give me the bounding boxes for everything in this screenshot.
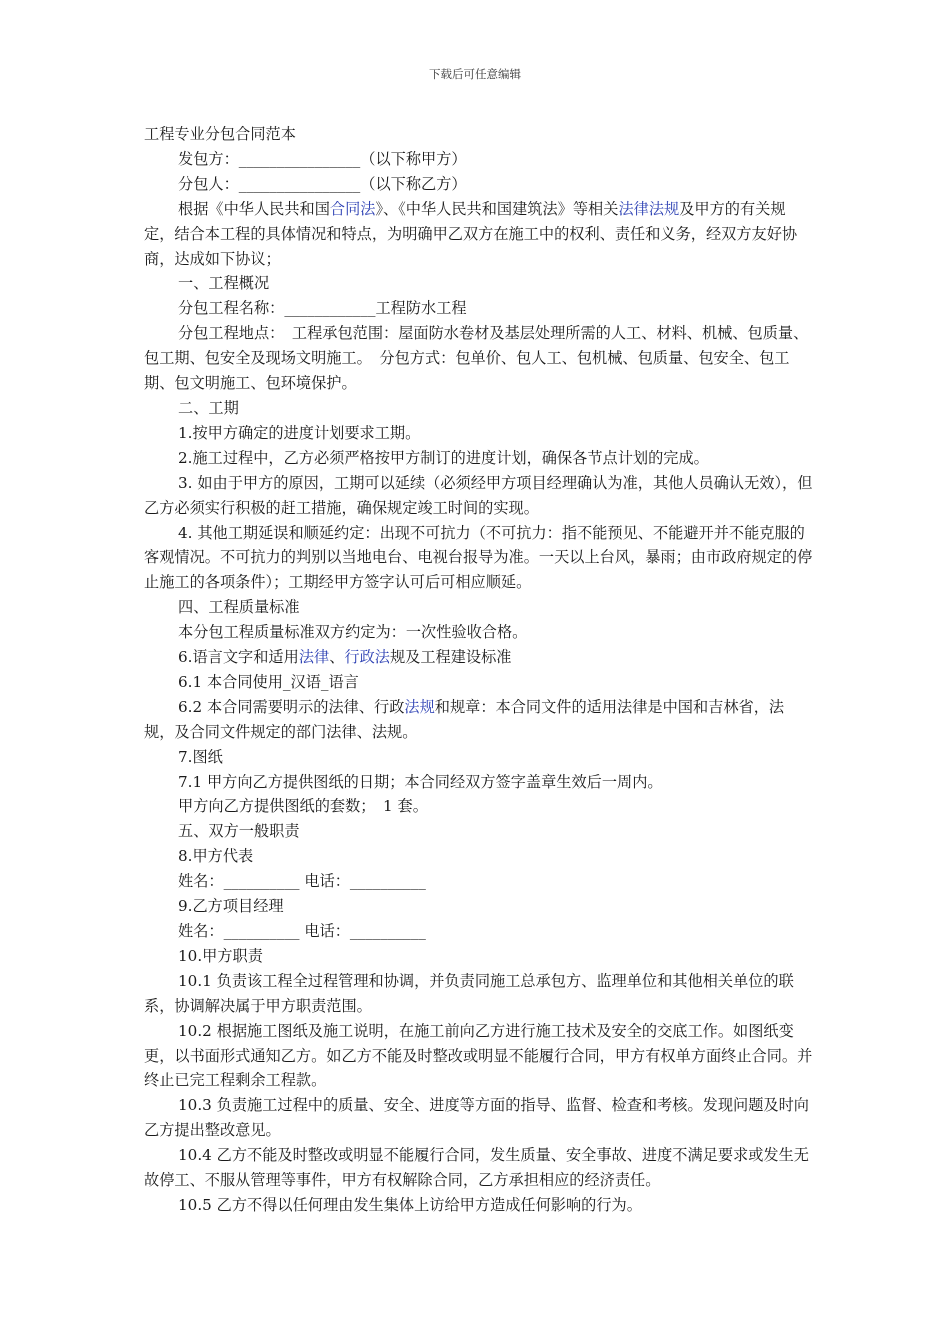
paragraph-text: 》、《中华人民共和国建筑法》等相关 — [375, 199, 619, 218]
paragraph-text: 分包工程地点： 工程承包范围：屋面防水卷材及基层处理所需的人工、材料、机械、包质量、包工期、包安全及现场文明施工。 分包方式：包单价、包人工、包机械、包质量、包安全、包工期、包文明施工、包环境保护。 — [144, 324, 809, 393]
paragraph-text: 规及工程建设标准 — [389, 648, 512, 667]
paragraph — [144, 421, 814, 446]
document-title: 工程专业分包合同范本 — [144, 125, 296, 143]
paragraph-text: 6.语言文字和适用 — [178, 648, 299, 667]
paragraph — [144, 869, 814, 894]
paragraph-text: 分包人：________________（以下称乙方） — [178, 174, 467, 193]
paragraph — [144, 770, 814, 795]
paragraph-text: 3. 如由于甲方的原因，工期可以延续（必须经甲方项目经理确认为准，其他人员确认无效），但乙方必须实行积极的赶工措施，确保规定竣工时间的实现。 — [144, 473, 813, 517]
paragraph — [144, 695, 814, 745]
paragraph — [144, 595, 814, 620]
paragraph — [144, 645, 814, 670]
paragraph-text: 姓名：__________ 电话：__________ — [178, 922, 426, 940]
link-text[interactable]: 行政法 — [344, 648, 390, 667]
paragraph — [144, 620, 814, 645]
paragraph — [144, 745, 814, 770]
paragraph — [144, 1143, 814, 1193]
paragraph-text: 8.甲方代表 — [178, 847, 254, 866]
paragraph-text: 和规章：本合同文件的适用法律是中国和吉林省，法规，及合同文件规定的部门法律、法规。 — [144, 697, 785, 741]
paragraph — [144, 969, 814, 1019]
paragraph-text: 姓名：__________ 电话：__________ — [178, 872, 426, 891]
paragraph-text: 10.3 负责施工过程中的质量、安全、进度等方面的指导、监督、检查和考核。发现问题及时向乙方提出整改意见。 — [144, 1096, 809, 1140]
paragraph — [144, 197, 814, 272]
paragraph-text: 发包方：________________（以下称甲方） — [178, 149, 467, 168]
paragraph — [144, 172, 814, 197]
paragraph — [144, 1019, 814, 1094]
paragraph — [144, 147, 814, 172]
paragraph-text: 10.2 根据施工图纸及施工说明，在施工前向乙方进行施工技术及安全的交底工作。如图纸变更，以书面形式通知乙方。如乙方不能及时整改或明显不能履行合同，甲方有权单方面终止合同。并终止已完工程剩余工程款。 — [144, 1021, 813, 1090]
paragraph — [144, 944, 814, 969]
paragraph — [144, 794, 814, 819]
paragraph — [144, 844, 814, 869]
paragraph — [144, 296, 814, 321]
paragraph — [144, 321, 814, 396]
paragraph-text: 1.按甲方确定的进度计划要求工期。 — [178, 423, 421, 442]
paragraph-text: 二、工期 — [178, 398, 239, 417]
paragraph-text: 10.1 负责该工程全过程管理和协调，并负责同施工总承包方、监理单位和其他相关单位的联系，协调解决属于甲方职责范围。 — [144, 971, 794, 1015]
paragraph — [144, 894, 814, 919]
paragraph-text: 及甲方的有关规定，结合本工程的具体情况和特点，为明确甲乙双方在施工中的权利、责任和义务，经双方友好协商，达成如下协议； — [144, 199, 798, 268]
paragraph-text: 7.图纸 — [178, 747, 223, 766]
paragraph — [144, 819, 814, 844]
paragraph-text: 四、工程质量标准 — [178, 598, 300, 617]
paragraph — [144, 446, 814, 471]
document-body — [144, 122, 814, 1218]
link-text[interactable]: 法规 — [404, 697, 435, 716]
paragraph-text: 一、工程概况 — [178, 274, 270, 293]
paragraph-text: 甲方向乙方提供图纸的套数； 1 套。 — [178, 797, 428, 816]
paragraph — [144, 471, 814, 521]
paragraph — [144, 271, 814, 296]
link-text[interactable]: 法律法规 — [618, 199, 680, 218]
paragraph-text: 6.2 本合同需要明示的法律、行政 — [178, 697, 405, 716]
paragraph-text: 分包工程名称：____________工程防水工程 — [178, 299, 467, 318]
paragraph-text: 根据《中华人民共和国 — [178, 199, 330, 218]
paragraph — [144, 396, 814, 421]
paragraph-text: 9.乙方项目经理 — [178, 897, 284, 916]
paragraph-text: 五、双方一般职责 — [178, 822, 300, 841]
paragraph-text: 7.1 甲方向乙方提供图纸的日期；本合同经双方签字盖章生效后一周内。 — [178, 772, 663, 791]
paragraph-text: 4. 其他工期延误和顺延约定：出现不可抗力（不可抗力：指不能预见、不能避开并不能克服的客观情况。不可抗力的判别以当地电台、电视台报导为准。一天以上台风，暴雨；由市政府规定的停止施工的各项条件）；工期经甲方签字认可后可相应顺延。 — [144, 523, 813, 592]
link-text[interactable]: 法律 — [298, 648, 330, 667]
paragraph — [144, 1193, 814, 1218]
paragraph — [144, 670, 814, 695]
link-text[interactable]: 合同法 — [329, 199, 376, 218]
paragraph-text: 本分包工程质量标准双方约定为：一次性验收合格。 — [178, 623, 528, 642]
paragraph-text: 10.4 乙方不能及时整改或明显不能履行合同，发生质量、安全事故、进度不满足要求或发生无故停工、不服从管理等事件，甲方有权解除合同，乙方承担相应的经济责任。 — [144, 1146, 809, 1190]
paragraph-text: 、 — [329, 648, 345, 667]
paragraph — [144, 1093, 814, 1143]
paragraph-text: 6.1 本合同使用_汉语_语言 — [178, 672, 359, 691]
paragraph — [144, 521, 814, 596]
paragraph-text: 10.5 乙方不得以任何理由发生集体上访给甲方造成任何影响的行为。 — [178, 1195, 642, 1214]
page-header: 下载后可任意编辑 — [429, 67, 521, 81]
paragraph — [144, 919, 814, 944]
paragraph-text: 2.施工过程中，乙方必须严格按甲方制订的进度计划，确保各节点计划的完成。 — [178, 448, 709, 467]
paragraph-text: 10.甲方职责 — [178, 946, 263, 965]
